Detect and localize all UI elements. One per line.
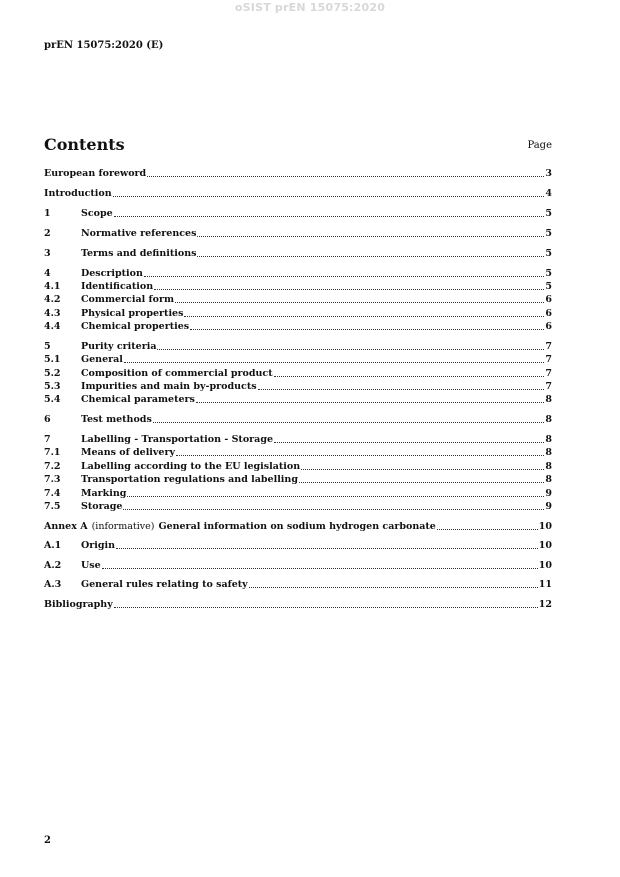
toc-entry-title: Means of delivery bbox=[81, 447, 176, 458]
toc-dot-leader bbox=[127, 495, 544, 497]
toc-entry[interactable] bbox=[44, 308, 552, 320]
toc-entry-title: Composition of commercial product bbox=[81, 368, 273, 379]
toc-dot-leader bbox=[154, 288, 544, 290]
toc-entry[interactable] bbox=[44, 281, 552, 293]
toc-entry-title: Commercial form bbox=[81, 294, 174, 305]
toc-entry-title: Chemical parameters bbox=[81, 394, 195, 405]
toc-entry-page: 12 bbox=[538, 599, 552, 610]
toc-dot-leader bbox=[258, 388, 545, 390]
toc-entry-page: 8 bbox=[545, 461, 552, 472]
toc-entry[interactable] bbox=[44, 461, 552, 473]
toc-entry-page: 9 bbox=[545, 488, 552, 499]
toc-entry-page: 10 bbox=[538, 521, 552, 532]
toc-entry-page: 3 bbox=[545, 168, 552, 179]
toc-dot-leader bbox=[274, 375, 545, 377]
toc-entry[interactable] bbox=[44, 341, 552, 353]
toc-entry-number: 4.1 bbox=[44, 281, 61, 292]
toc-entry[interactable] bbox=[44, 368, 552, 380]
document-id: prEN 15075:2020 (E) bbox=[44, 40, 164, 51]
toc-entry-page: 10 bbox=[538, 540, 552, 551]
toc-entry-number: 5.2 bbox=[44, 368, 61, 379]
toc-dot-leader bbox=[116, 547, 538, 549]
toc-entry[interactable] bbox=[44, 354, 552, 366]
toc-dot-leader bbox=[144, 275, 544, 277]
toc-entry-page: 10 bbox=[538, 560, 552, 571]
toc-entry-number: 7.4 bbox=[44, 488, 61, 499]
toc-dot-leader bbox=[274, 441, 544, 443]
toc-dot-leader bbox=[197, 235, 544, 237]
toc-entry-number: 3 bbox=[44, 248, 51, 259]
toc-entry-number: 4.2 bbox=[44, 294, 61, 305]
toc-entry[interactable] bbox=[44, 168, 552, 180]
toc-entry[interactable] bbox=[44, 248, 552, 260]
toc-entry-annex-type: (informative) bbox=[91, 521, 155, 532]
toc-entry-page: 8 bbox=[545, 414, 552, 425]
toc-entry-number: A.3 bbox=[44, 579, 62, 590]
toc-dot-leader bbox=[157, 348, 544, 350]
toc-entry[interactable] bbox=[44, 188, 552, 200]
toc-entry-number: 4.4 bbox=[44, 321, 61, 332]
toc-entry-page: 8 bbox=[545, 394, 552, 405]
toc-entry-title: General rules relating to safety bbox=[81, 579, 248, 590]
toc-entry-number: 5 bbox=[44, 341, 51, 352]
toc-entry[interactable] bbox=[44, 579, 552, 591]
page-column-label: Page bbox=[527, 140, 552, 151]
toc-entry[interactable] bbox=[44, 474, 552, 486]
toc-entry-title: Physical properties bbox=[81, 308, 184, 319]
toc-entry-page: 7 bbox=[545, 354, 552, 365]
toc-entry[interactable] bbox=[44, 414, 552, 426]
toc-dot-leader bbox=[153, 421, 545, 423]
toc-entry[interactable] bbox=[44, 228, 552, 240]
toc-dot-leader bbox=[114, 215, 545, 217]
toc-entry-title: Transportation regulations and labelling bbox=[81, 474, 298, 485]
toc-entry[interactable] bbox=[44, 434, 552, 446]
toc-entry-number: A.1 bbox=[44, 540, 62, 551]
toc-dot-leader bbox=[114, 606, 538, 608]
toc-entry-title: General bbox=[81, 354, 123, 365]
toc-entry-page: 5 bbox=[545, 228, 552, 239]
toc-entry-number: 7.1 bbox=[44, 447, 61, 458]
toc-dot-leader bbox=[147, 175, 544, 177]
toc-entry-title: Identification bbox=[81, 281, 154, 292]
toc-dot-leader bbox=[197, 255, 544, 257]
toc-entry-title: European foreword bbox=[44, 168, 147, 179]
toc-entry-number: 4.3 bbox=[44, 308, 61, 319]
toc-dot-leader bbox=[190, 328, 544, 330]
toc-entry[interactable] bbox=[44, 394, 552, 406]
toc-entry[interactable] bbox=[44, 268, 552, 280]
toc-entry-number: 5.1 bbox=[44, 354, 61, 365]
toc-entry-page: 6 bbox=[545, 321, 552, 332]
toc-entry-page: 11 bbox=[538, 579, 552, 590]
toc-entry-page: 6 bbox=[545, 308, 552, 319]
toc-entry-number: 2 bbox=[44, 228, 51, 239]
toc-dot-leader bbox=[175, 301, 544, 303]
toc-entry-number: 7 bbox=[44, 434, 51, 445]
toc-entry-title: Test methods bbox=[81, 414, 152, 425]
page-number: 2 bbox=[44, 835, 51, 846]
toc-entry-title: Labelling according to the EU legislation bbox=[81, 461, 301, 472]
toc-entry[interactable] bbox=[44, 447, 552, 459]
toc-entry[interactable] bbox=[44, 381, 552, 393]
toc-entry[interactable] bbox=[44, 560, 552, 572]
toc-entry-page: 4 bbox=[545, 188, 552, 199]
toc-dot-leader bbox=[176, 454, 544, 456]
toc-entry-title: Purity criteria bbox=[81, 341, 157, 352]
toc-dot-leader bbox=[113, 195, 545, 197]
toc-entry-page: 5 bbox=[545, 268, 552, 279]
toc-entry[interactable] bbox=[44, 208, 552, 220]
toc-entry-title: Bibliography bbox=[44, 599, 113, 610]
toc-entry-title: Introduction bbox=[44, 188, 112, 199]
toc-entry-number: 5.3 bbox=[44, 381, 61, 392]
toc-dot-leader bbox=[299, 481, 544, 483]
toc-entry-number: A.2 bbox=[44, 560, 62, 571]
toc-entry-number: 7.2 bbox=[44, 461, 61, 472]
toc-entry[interactable] bbox=[44, 501, 552, 513]
toc-entry[interactable] bbox=[44, 321, 552, 333]
toc-dot-leader bbox=[437, 528, 538, 530]
toc-entry-title: Use bbox=[81, 560, 101, 571]
toc-entry-title: Normative references bbox=[81, 228, 197, 239]
toc-entry-page: 7 bbox=[545, 368, 552, 379]
toc-entry-page: 5 bbox=[545, 208, 552, 219]
toc-entry-page: 6 bbox=[545, 294, 552, 305]
toc-entry-title: Chemical properties bbox=[81, 321, 190, 332]
toc-entry-title: Origin bbox=[81, 540, 116, 551]
toc-entry-title: Scope bbox=[81, 208, 113, 219]
toc-dot-leader bbox=[124, 361, 544, 363]
toc-entry[interactable] bbox=[44, 540, 552, 552]
toc-dot-leader bbox=[249, 586, 538, 588]
toc-dot-leader bbox=[301, 468, 544, 470]
toc-entry-page: 9 bbox=[545, 501, 552, 512]
toc-entry[interactable] bbox=[44, 294, 552, 306]
toc-entry-number: Annex A bbox=[44, 521, 88, 532]
toc-dot-leader bbox=[102, 567, 538, 569]
toc-dot-leader bbox=[184, 315, 544, 317]
toc-entry-number: 6 bbox=[44, 414, 51, 425]
toc-entry-number: 5.4 bbox=[44, 394, 61, 405]
watermark: oSIST prEN 15075:2020 bbox=[234, 1, 386, 14]
toc-dot-leader bbox=[196, 401, 545, 403]
toc-entry-title: Marking bbox=[81, 488, 127, 499]
toc-entry-title: Impurities and main by-products bbox=[81, 381, 257, 392]
toc-entry-title: Terms and definitions bbox=[81, 248, 197, 259]
toc-entry-title: General information on sodium hydrogen carbonate bbox=[158, 521, 436, 532]
toc-entry[interactable] bbox=[44, 521, 552, 533]
toc-entry[interactable] bbox=[44, 599, 552, 611]
toc-entry-page: 7 bbox=[545, 341, 552, 352]
toc-entry-page: 7 bbox=[545, 381, 552, 392]
toc-entry-number: 7.5 bbox=[44, 501, 61, 512]
toc-entry-number: 7.3 bbox=[44, 474, 61, 485]
toc-entry-page: 8 bbox=[545, 447, 552, 458]
toc-entry[interactable] bbox=[44, 488, 552, 500]
toc-entry-title: Description bbox=[81, 268, 143, 279]
toc-entry-page: 5 bbox=[545, 248, 552, 259]
toc-entry-number: 1 bbox=[44, 208, 51, 219]
toc-entry-title: Storage bbox=[81, 501, 123, 512]
contents-heading: Contents bbox=[44, 135, 125, 154]
toc-entry-page: 8 bbox=[545, 434, 552, 445]
toc-dot-leader bbox=[123, 508, 544, 510]
toc-entry-page: 8 bbox=[545, 474, 552, 485]
toc-entry-title: Labelling - Transportation - Storage bbox=[81, 434, 274, 445]
toc-entry-page: 5 bbox=[545, 281, 552, 292]
toc-entry-number: 4 bbox=[44, 268, 51, 279]
